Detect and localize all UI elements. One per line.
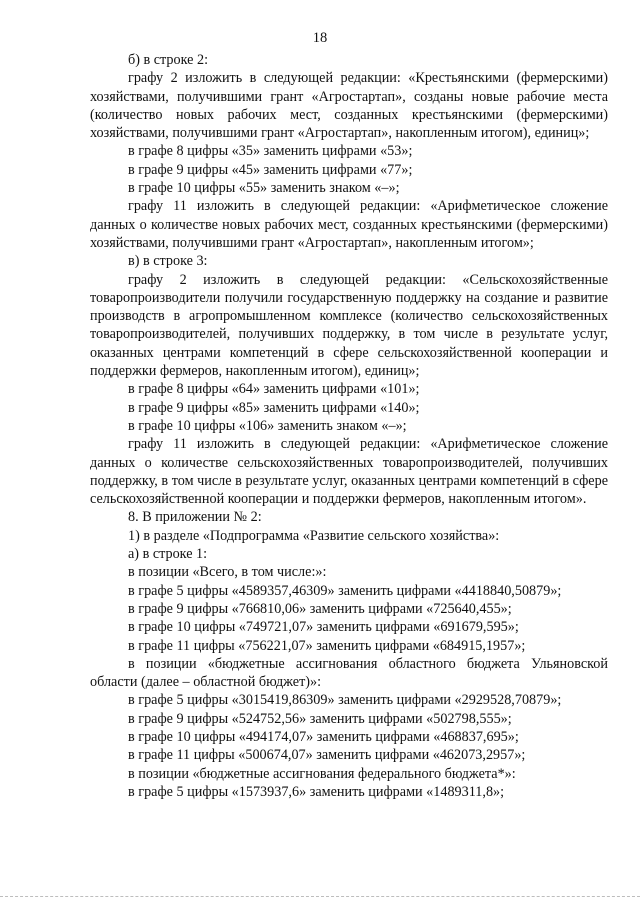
paragraph: графу 2 изложить в следующей редакции: «Крестьянскими (фермерскими) хозяйствами, получившими грант «Агростартап», созданы новые рабочие места (количество новых рабочих мест, созданных крестьянскими (фермерскими) хозяйствами, получившими грант «Агростартап», накопленным итогом), единиц»; xyxy=(90,70,608,142)
paragraph: 8. В приложении № 2: xyxy=(128,509,262,526)
page-number: 18 xyxy=(312,30,328,46)
paragraph: в графе 8 цифры «35» заменить цифрами «53»; xyxy=(128,143,413,160)
paragraph: в графе 8 цифры «64» заменить цифрами «101»; xyxy=(128,381,420,398)
paragraph: в графе 5 цифры «4589357,46309» заменить цифрами «4418840,50879»; xyxy=(128,582,562,599)
paragraph: в позиции «Всего, в том числе:»: xyxy=(128,564,327,581)
paragraph: графу 2 изложить в следующей редакции: «Сельскохозяйственные товаропроизводители получили государственную поддержку на создание и развитие производств в агропромышленном комплексе (количество сельскохозяйственных товаропроизводителей, получивших поддержку, в том числе в результате услуг, оказанных центрами компетенций в сфере сельскохозяйственной кооперации и поддержки фермеров, накопленным итогом), единиц»; xyxy=(90,271,608,380)
paragraph: в графе 10 цифры «749721,07» заменить цифрами «691679,595»; xyxy=(128,619,519,636)
paragraph: в позиции «бюджетные ассигнования федерального бюджета*»: xyxy=(128,765,516,782)
paragraph: в графе 5 цифры «1573937,6» заменить цифрами «1489311,8»; xyxy=(128,783,505,800)
paragraph: в графе 10 цифры «106» заменить знаком «–»; xyxy=(128,417,407,434)
paragraph: а) в строке 1: xyxy=(128,546,208,563)
paragraph: в позиции «бюджетные ассигнования областного бюджета Ульяновской области (далее – областной бюджет)»: xyxy=(90,655,608,691)
paragraph: в графе 9 цифры «524752,56» заменить цифрами «502798,555»; xyxy=(128,710,512,727)
paragraph: в) в строке 3: xyxy=(128,253,208,270)
paragraph: 1) в разделе «Подпрограмма «Развитие сельского хозяйства»: xyxy=(128,527,500,544)
paragraph: в графе 10 цифры «55» заменить знаком «–»; xyxy=(128,180,400,197)
paragraph: в графе 9 цифры «85» заменить цифрами «140»; xyxy=(128,399,420,416)
paragraph: графу 11 изложить в следующей редакции: «Арифметическое сложение данных о количестве сельскохозяйственных товаропроизводителей, получивших поддержку, в том числе в результате услуг, оказанных центрами компетенций в сфере сельскохозяйственной кооперации и поддержки фермеров, накопленным итогом». xyxy=(90,436,608,508)
paragraph: в графе 11 цифры «500674,07» заменить цифрами «462073,2957»; xyxy=(128,747,526,764)
page-bottom-divider xyxy=(0,896,640,897)
paragraph: в графе 9 цифры «766810,06» заменить цифрами «725640,455»; xyxy=(128,600,512,617)
document-body xyxy=(90,51,608,801)
paragraph: в графе 10 цифры «494174,07» заменить цифрами «468837,695»; xyxy=(128,728,519,745)
paragraph: б) в строке 2: xyxy=(128,52,209,68)
paragraph: в графе 5 цифры «3015419,86309» заменить цифрами «2929528,70879»; xyxy=(128,692,562,709)
paragraph: в графе 11 цифры «756221,07» заменить цифрами «684915,1957»; xyxy=(128,637,526,654)
paragraph: в графе 9 цифры «45» заменить цифрами «77»; xyxy=(128,161,413,178)
paragraph: графу 11 изложить в следующей редакции: «Арифметическое сложение данных о количестве новых рабочих мест, созданных крестьянскими (фермерскими) хозяйствами, получившими грант «Агростартап», накопленным итогом»; xyxy=(90,198,608,251)
